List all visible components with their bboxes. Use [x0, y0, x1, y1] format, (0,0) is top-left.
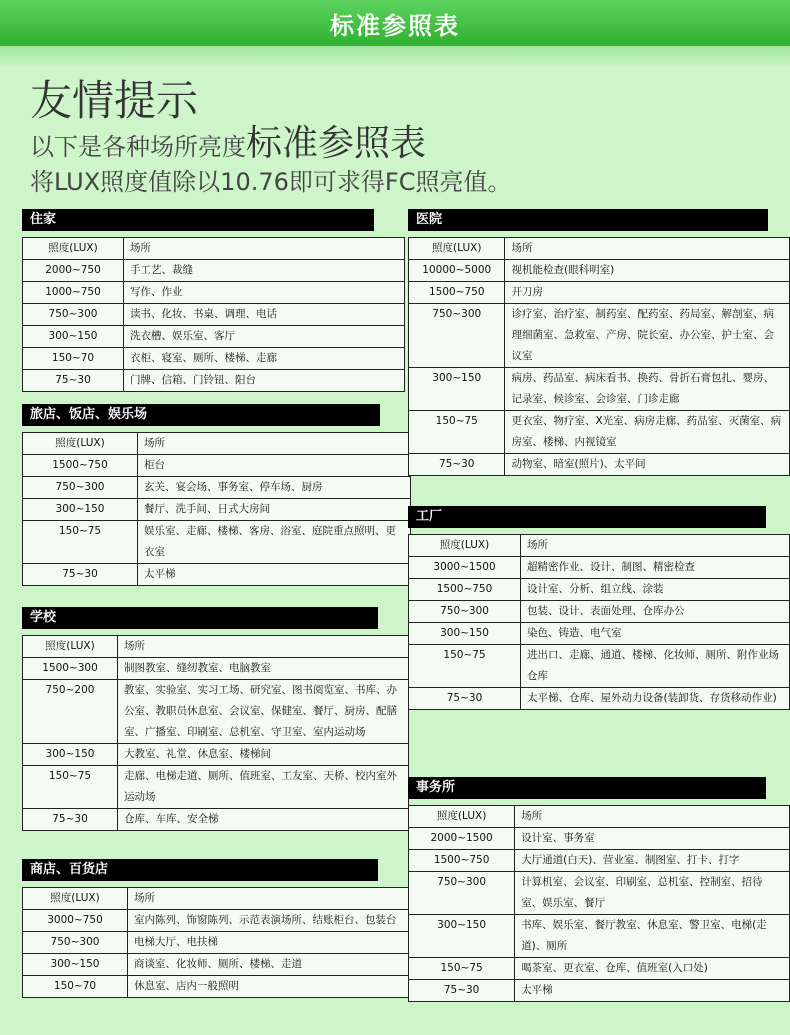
table-row	[409, 282, 790, 304]
place-value: 娱乐室、走廊、楼梯、客房、浴室、庭院重点照明、更衣室	[138, 521, 411, 564]
header-lux: 照度(LUX)	[23, 888, 128, 910]
table-row	[409, 980, 790, 1002]
header-lux: 照度(LUX)	[23, 238, 124, 260]
section-title: 事务所	[408, 777, 766, 799]
place-value: 染色、铸造、电气室	[521, 623, 790, 645]
banner-title: 标准参照表	[330, 11, 460, 40]
lux-value: 300~150	[23, 954, 128, 976]
lux-value: 750~300	[23, 932, 128, 954]
header-place: 场所	[515, 806, 790, 828]
lux-value: 150~75	[409, 645, 521, 688]
table-row	[23, 809, 409, 831]
lux-value: 3000~750	[23, 910, 128, 932]
place-value: 喝茶室、更衣室、仓库、值班室(入口处)	[515, 958, 790, 980]
place-value: 洗衣槽、娱乐室、客厅	[124, 326, 405, 348]
lux-value: 1500~750	[409, 282, 505, 304]
place-value: 门牌、信箱、门铃钮、阳台	[124, 370, 405, 392]
table-row	[409, 828, 790, 850]
table-header-row	[409, 535, 790, 557]
table-row	[409, 645, 790, 688]
place-value: 动物室、暗室(照片)、太平间	[505, 454, 790, 476]
banner-glow	[0, 46, 790, 68]
place-value: 计算机室、会议室、印刷室、总机室、控制室、招待室、娱乐室、餐厅	[515, 872, 790, 915]
place-value: 开刀房	[505, 282, 790, 304]
place-value: 衣柜、寝室、厕所、楼梯、走廊	[124, 348, 405, 370]
lux-value: 1000~750	[23, 282, 124, 304]
lux-value: 10000~5000	[409, 260, 505, 282]
lux-value: 75~30	[409, 980, 515, 1002]
place-value: 休息室、店内一般照明	[128, 976, 409, 998]
place-value: 太平梯	[515, 980, 790, 1002]
table-row	[409, 304, 790, 368]
lux-value: 2000~750	[23, 260, 124, 282]
section-office	[408, 776, 790, 1002]
lux-value: 150~70	[23, 976, 128, 998]
place-value: 餐厅、洗手间、日式大房间	[138, 499, 411, 521]
table-row	[23, 304, 405, 326]
lux-value: 75~30	[409, 688, 521, 710]
place-value: 更衣室、物疗室、X光室、病房走廊、药品室、灭菌室、病房室、楼梯、内视镜室	[505, 411, 790, 454]
header-place: 场所	[505, 238, 790, 260]
table-row	[23, 932, 409, 954]
table-row	[23, 370, 405, 392]
place-value: 太平梯	[138, 564, 411, 586]
place-value: 制图教室、缝纫教室、电脑教室	[118, 658, 409, 680]
header-lux: 照度(LUX)	[409, 535, 521, 557]
header-place: 场所	[138, 433, 411, 455]
lux-value: 75~30	[23, 564, 138, 586]
lux-table	[22, 432, 411, 586]
lux-value: 2000~1500	[409, 828, 515, 850]
place-value: 写作、作业	[124, 282, 405, 304]
lux-value: 300~150	[23, 744, 118, 766]
place-value: 柜台	[138, 455, 411, 477]
lux-value: 150~75	[23, 766, 118, 809]
place-value: 太平梯、仓库、屋外动力设备(装卸货、存货移动作业)	[521, 688, 790, 710]
lux-value: 300~150	[409, 623, 521, 645]
table-row	[23, 744, 409, 766]
place-value: 电梯大厅、电扶梯	[128, 932, 409, 954]
table-header-row	[409, 238, 790, 260]
lux-value: 300~150	[409, 368, 505, 411]
place-value: 设计室、分析、组立线、涂装	[521, 579, 790, 601]
lux-value: 300~150	[23, 326, 124, 348]
lux-value: 75~30	[409, 454, 505, 476]
place-value: 仓库、车库、安全梯	[118, 809, 409, 831]
place-value: 设计室、事务室	[515, 828, 790, 850]
place-value: 室内陈列、饰窗陈列、示范表演场所、结账柜台、包装台	[128, 910, 409, 932]
place-value: 玄关、宴会场、事务室、停车场、厨房	[138, 477, 411, 499]
lux-value: 150~75	[23, 521, 138, 564]
lux-value: 750~200	[23, 680, 118, 744]
lux-table	[408, 534, 790, 710]
place-value: 走廊、电梯走道、厕所、值班室、工友室、天桥、校内室外运动场	[118, 766, 409, 809]
lux-value: 750~300	[409, 601, 521, 623]
section-home	[22, 208, 405, 392]
table-row	[409, 915, 790, 958]
table-row	[23, 477, 411, 499]
table-row	[23, 564, 411, 586]
lux-value: 150~75	[409, 411, 505, 454]
lux-table	[22, 237, 405, 392]
lux-table	[22, 887, 409, 998]
table-row	[409, 601, 790, 623]
section-title: 住家	[22, 209, 374, 231]
place-value: 病房、药品室、病床看书、换药、骨折石膏包扎、婴房、记录室、候诊室、会诊室、门诊走廊	[505, 368, 790, 411]
lux-value: 300~150	[409, 915, 515, 958]
section-title: 学校	[22, 607, 378, 629]
place-value: 进出口、走廊、通道、楼梯、化妆师、厕所、附作业场仓库	[521, 645, 790, 688]
place-value: 大教室、礼堂、休息室、楼梯间	[118, 744, 409, 766]
header-lux: 照度(LUX)	[409, 806, 515, 828]
lux-value: 1500~750	[23, 455, 138, 477]
table-row	[23, 260, 405, 282]
table-row	[23, 326, 405, 348]
intro-note: 将LUX照度值除以10.76即可求得FC照亮值。	[30, 168, 512, 196]
table-row	[23, 766, 409, 809]
section-store	[22, 858, 409, 998]
table-row	[23, 282, 405, 304]
lux-value: 750~300	[409, 872, 515, 915]
table-row	[409, 688, 790, 710]
table-row	[23, 680, 409, 744]
table-header-row	[23, 636, 409, 658]
place-value: 商谈室、化妆师、厕所、楼梯、走道	[128, 954, 409, 976]
table-row	[23, 910, 409, 932]
table-row	[409, 260, 790, 282]
lux-value: 1500~300	[23, 658, 118, 680]
lux-value: 75~30	[23, 809, 118, 831]
header-place: 场所	[521, 535, 790, 557]
place-value: 书库、娱乐室、餐厅教室、休息室、警卫室、电梯(走道)、厕所	[515, 915, 790, 958]
lux-value: 1500~750	[409, 850, 515, 872]
section-title: 医院	[408, 209, 768, 231]
place-value: 手工艺、裁缝	[124, 260, 405, 282]
table-header-row	[409, 806, 790, 828]
section-school	[22, 606, 409, 831]
table-row	[409, 557, 790, 579]
header-lux: 照度(LUX)	[23, 433, 138, 455]
lux-value: 750~300	[23, 304, 124, 326]
table-row	[409, 454, 790, 476]
section-hotel	[22, 403, 411, 586]
table-row	[409, 623, 790, 645]
place-value: 读书、化妆、书桌、调理、电话	[124, 304, 405, 326]
table-row	[23, 976, 409, 998]
table-row	[409, 872, 790, 915]
table-header-row	[23, 238, 405, 260]
lux-table	[408, 237, 790, 476]
place-value: 诊疗室、治疗室、制药室、配药室、药局室、解剖室、病理细菌室、急救室、产房、院长室、办公室、护士室、会议室	[505, 304, 790, 368]
lux-value: 750~300	[409, 304, 505, 368]
table-row	[409, 579, 790, 601]
table-header-row	[23, 433, 411, 455]
lux-value: 3000~1500	[409, 557, 521, 579]
table-row	[23, 521, 411, 564]
lux-value: 1500~750	[409, 579, 521, 601]
header-lux: 照度(LUX)	[23, 636, 118, 658]
section-title: 旅店、饭店、娱乐场	[22, 404, 380, 426]
table-row	[23, 499, 411, 521]
lux-value: 750~300	[23, 477, 138, 499]
section-hospital	[408, 208, 790, 476]
section-factory	[408, 505, 790, 710]
intro-subline: 以下是各种场所亮度标准参照表	[30, 123, 427, 164]
intro	[30, 76, 511, 199]
table-row	[23, 954, 409, 976]
place-value: 视机能检查(眼科明室)	[505, 260, 790, 282]
header-place: 场所	[118, 636, 409, 658]
section-title: 商店、百货店	[22, 859, 378, 881]
lux-table	[22, 635, 409, 831]
lux-value: 150~75	[409, 958, 515, 980]
header-lux: 照度(LUX)	[409, 238, 505, 260]
place-value: 大厅通道(白天)、营业室、制图室、打卡、打字	[515, 850, 790, 872]
table-row	[23, 658, 409, 680]
place-value: 包装、设计、表面处理、仓库办公	[521, 601, 790, 623]
lux-value: 300~150	[23, 499, 138, 521]
lux-value: 75~30	[23, 370, 124, 392]
table-row	[23, 455, 411, 477]
section-title: 工厂	[408, 506, 766, 528]
lux-value: 150~70	[23, 348, 124, 370]
table-row	[409, 850, 790, 872]
banner	[0, 0, 790, 46]
table-row	[409, 411, 790, 454]
table-row	[23, 348, 405, 370]
place-value: 教室、实验室、实习工场、研究室、图书阅览室、书库、办公室、教职员休息室、会议室、保健室、餐厅、厨房、配膳室、广播室、印刷室、总机室、守卫室、室内运动场	[118, 680, 409, 744]
header-place: 场所	[124, 238, 405, 260]
table-row	[409, 958, 790, 980]
header-place: 场所	[128, 888, 409, 910]
lux-table	[408, 805, 790, 1002]
table-header-row	[23, 888, 409, 910]
table-row	[409, 368, 790, 411]
intro-heading: 友情提示	[30, 76, 199, 125]
place-value: 超精密作业、设计、制图、精密检查	[521, 557, 790, 579]
